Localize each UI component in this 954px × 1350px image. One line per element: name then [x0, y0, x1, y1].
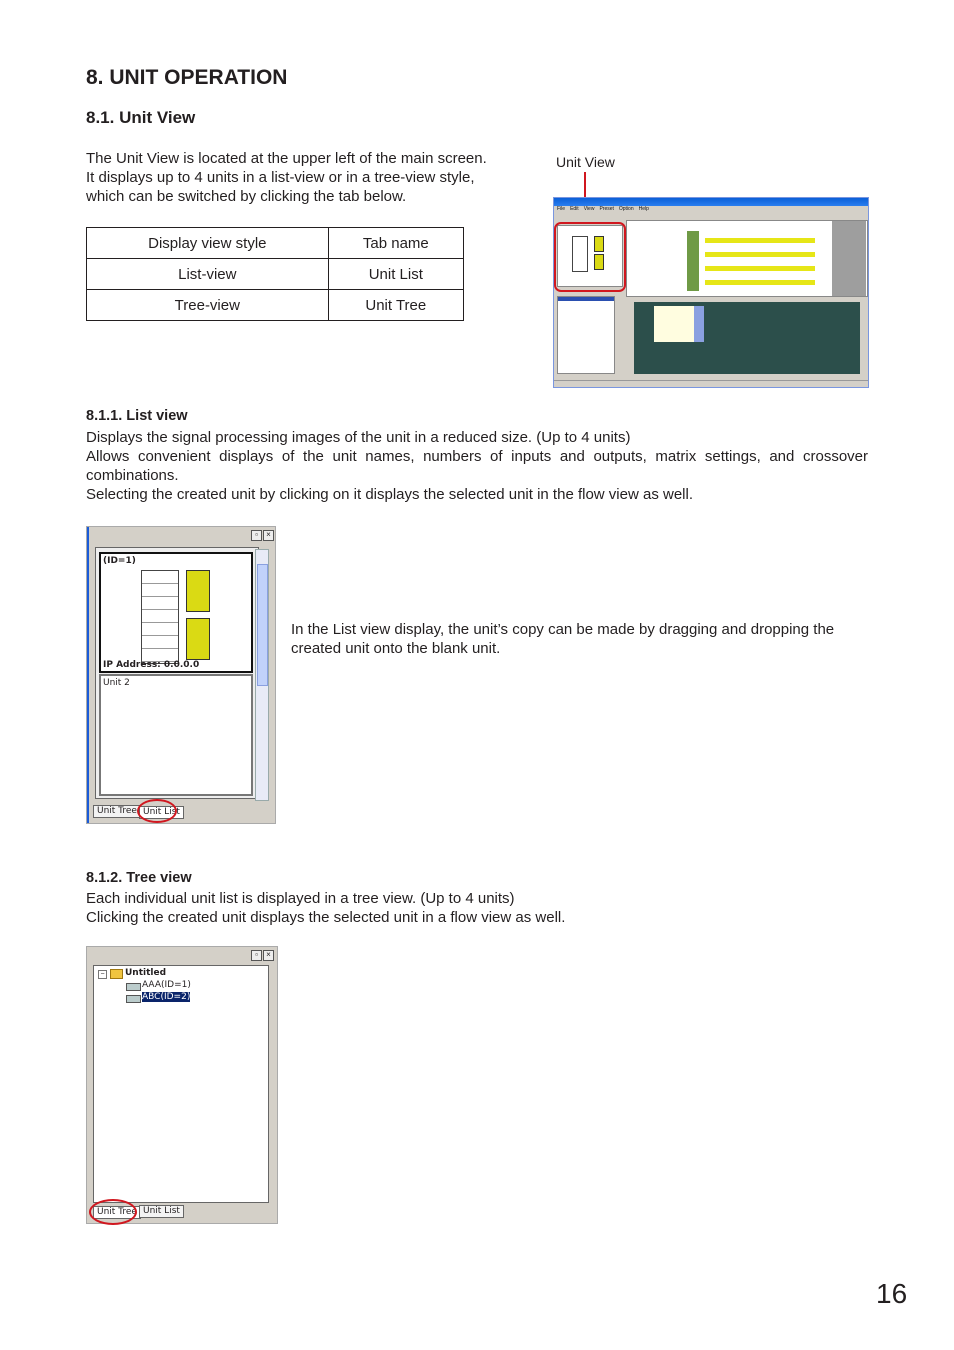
tree-view-text: Each individual unit list is displayed in a tree view. (Up to 4 units) Clicking the created unit displays the selected unit in a flow view as well.: [86, 890, 566, 926]
intro-text: The Unit View is located at the upper left of the main screen. It displays up to 4 units in a list-view or in a tree-view style, which can be switched by clicking the tab below.: [86, 150, 487, 205]
unit-card-2[interactable]: Unit 2: [99, 674, 253, 796]
list-view-text: Displays the signal processing images of the unit in a reduced size. (Up to 4 units) Allows convenient displays of the unit names, numbers of inputs and outputs, matrix settings, and crossover combinations. Selecting the created unit by clicking on it displays the selected unit in the flow view as well.: [86, 429, 868, 503]
view-style-table: [86, 227, 464, 321]
scrollbar[interactable]: [255, 549, 269, 801]
tree-area: [93, 965, 269, 1203]
scrollbar-thumb[interactable]: [257, 564, 268, 686]
device-icon: [126, 995, 141, 1003]
unit-tree-panel: [86, 946, 278, 1224]
tree-item-aaa[interactable]: AAA(ID=1): [142, 980, 191, 990]
table-row: Tree-view Unit Tree: [87, 290, 464, 321]
collapse-icon[interactable]: −: [98, 970, 107, 979]
table-row: List-view Unit List: [87, 259, 464, 290]
tab-unit-list[interactable]: Unit List: [139, 1205, 184, 1218]
close-button[interactable]: ×: [263, 530, 274, 541]
list-view-title: 8.1.1. List view: [86, 408, 188, 424]
tree-view-title: 8.1.2. Tree view: [86, 870, 192, 886]
section-heading: 8.1. Unit View: [86, 108, 196, 127]
tab-unit-list[interactable]: Unit List: [139, 806, 184, 819]
unit-view-highlight: [554, 222, 626, 292]
folder-icon: [110, 969, 123, 979]
mini-matrix-view: [634, 302, 860, 374]
tree-root[interactable]: Untitled: [125, 968, 167, 978]
unit-card-1[interactable]: (ID=1) IP Address: 0.0.0.0: [99, 552, 253, 673]
close-button[interactable]: ×: [263, 950, 274, 961]
tab-unit-tree[interactable]: Unit Tree: [93, 1206, 141, 1219]
restore-button[interactable]: ▫: [251, 950, 262, 961]
unit-list-panel: [86, 526, 276, 824]
page-number: 16: [876, 1278, 908, 1309]
tab-unit-tree[interactable]: Unit Tree: [93, 805, 141, 818]
mini-preset-list: [557, 296, 615, 374]
unit-view-label: Unit View: [556, 154, 615, 170]
menu-bar: File Edit View Preset Option Help: [557, 206, 649, 212]
table-header-row: Display view style Tab name: [87, 228, 464, 259]
list-view-note: In the List view display, the unit’s copy can be made by dragging and dropping the created unit onto the blank unit.: [291, 621, 835, 657]
tree-item-abc[interactable]: ABC(ID=2): [142, 992, 191, 1002]
tab-highlight: [137, 799, 177, 823]
restore-button[interactable]: ▫: [251, 530, 262, 541]
mini-flow-view: [626, 220, 868, 297]
tab-highlight: [89, 1199, 137, 1225]
device-icon: [126, 983, 141, 991]
page-heading: 8. UNIT OPERATION: [86, 66, 288, 89]
window-titlebar: [554, 198, 868, 206]
